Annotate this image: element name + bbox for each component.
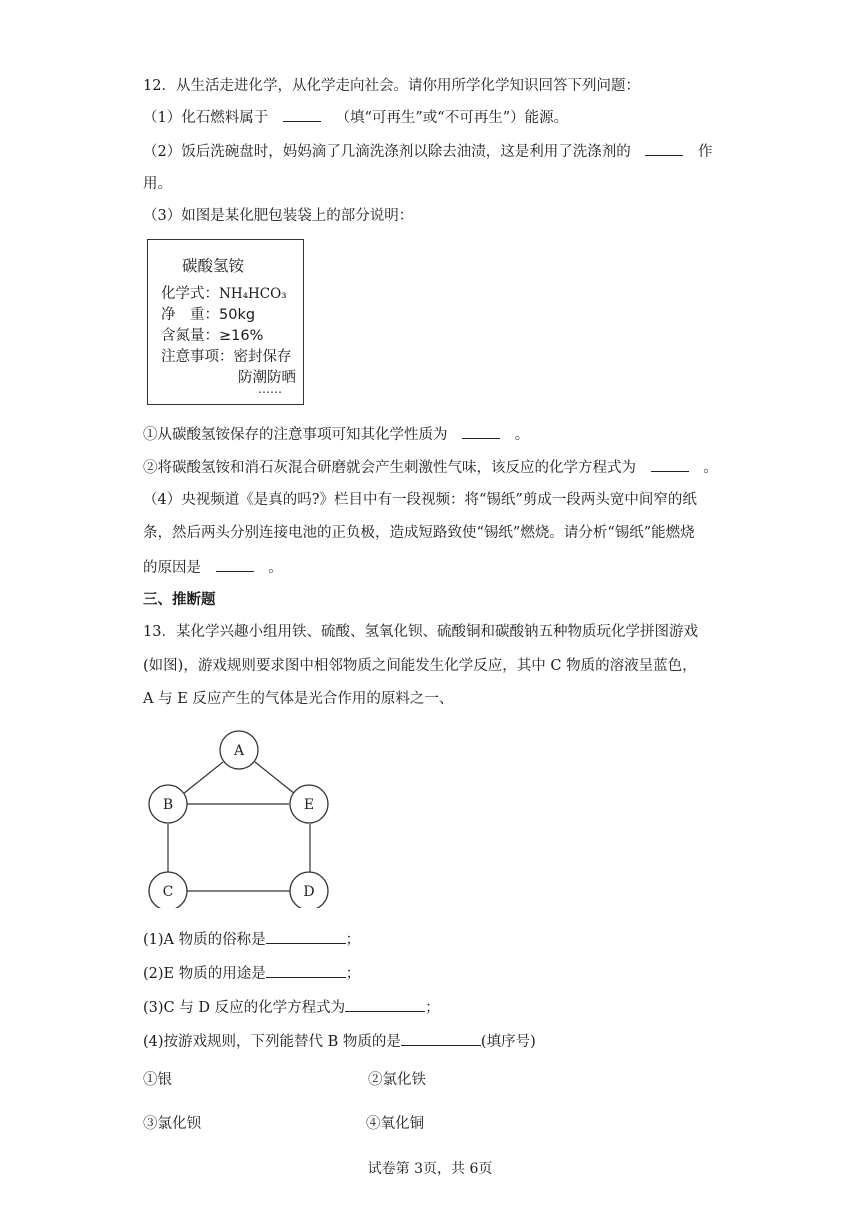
answer-blank[interactable] (401, 1030, 481, 1046)
label-note-1: 密封保存 (233, 349, 292, 365)
q13-sub1-after: ； (345, 932, 361, 948)
label-title: 碳酸氢铵 (182, 257, 245, 275)
option-item: ①银 (143, 1072, 172, 1088)
label-formula-value: NH₄HCO₃ (219, 286, 287, 302)
label-notes-label: 注意事项： (161, 349, 234, 365)
q13-sub4 (143, 1030, 536, 1052)
q12-part1-text: （1）化石燃料属于 (143, 110, 269, 126)
q13-sub1 (143, 928, 360, 950)
q12-part4-line1: （4）央视频道《是真的吗?》栏目中有一段视频：将“锡纸”剪成一段两头宽中间窄的纸 (143, 492, 697, 508)
q12-part2 (143, 140, 712, 162)
q13-stem-line3: A 与 E 反应产生的气体是光合作用的原料之一、 (143, 691, 454, 707)
edge-a-b (183, 762, 223, 794)
answer-blank[interactable] (645, 140, 683, 156)
label-note-2: 防潮防晒 (238, 370, 296, 386)
label-nitrogen-label: 含氮量： (161, 328, 219, 344)
option-item: ④氧化铜 (366, 1116, 424, 1132)
q13-sub3-text: (3)C 与 D 反应的化学方程式为 (143, 1000, 346, 1016)
q13-sub1-text: (1)A 物质的俗称是 (143, 932, 266, 948)
answer-blank[interactable] (283, 106, 321, 122)
node-b-label: B (162, 797, 174, 813)
q12-part3-sub2-text: ②将碳酸氢铵和消石灰混合研磨就会产生刺激性气味，该反应的化学方程式为 (143, 460, 636, 476)
answer-blank[interactable] (216, 556, 254, 572)
option-item: ②氯化铁 (368, 1072, 426, 1088)
label-ellipsis: …… (258, 382, 282, 396)
node-e-label: E (303, 797, 315, 813)
q13-sub3-after: ； (425, 1000, 440, 1016)
node-d-label: D (303, 884, 315, 900)
answer-blank[interactable] (651, 456, 689, 472)
q12-part3: （3）如图是某化肥包装袋上的部分说明： (143, 208, 414, 224)
q12-part4-line3-text: 的原因是 (143, 560, 201, 576)
q12-part4-line3-after: 。 (268, 560, 283, 576)
q12-part2-text: （2）饭后洗碗盘时，妈妈滴了几滴洗涤剂以除去油渍，这是利用了洗涤剂的 (143, 144, 631, 160)
label-formula-label: 化学式： (161, 286, 219, 302)
q13-sub3 (143, 996, 440, 1018)
q13-sub2 (143, 962, 360, 984)
answer-blank[interactable] (345, 996, 425, 1012)
node-a-label: A (233, 743, 245, 759)
option-item: ③氯化钡 (143, 1116, 201, 1132)
q13-stem-line1: 13．某化学兴趣小组用铁、硫酸、氢氧化钡、硫酸铜和碳酸钠五种物质玩化学拼图游戏 (143, 624, 698, 640)
q12-part2-cont: 用。 (143, 176, 172, 192)
q12-part4-line2: 条，然后两头分别连接电池的正负极，造成短路致使“锡纸”燃烧。请分析“锡纸”能燃烧 (143, 525, 695, 541)
q13-sub2-text: (2)E 物质的用途是 (143, 966, 266, 982)
edge-a-e (255, 762, 295, 794)
page-footer: 试卷第 3页，共 6页 (367, 1161, 493, 1177)
q12-part3-sub2-after: 。 (703, 460, 718, 476)
q12-part3-sub1 (143, 423, 529, 445)
fertilizer-label-image (147, 239, 304, 405)
answer-blank[interactable] (462, 423, 500, 439)
label-notes-row (161, 345, 292, 366)
q13-stem-line2: (如图)，游戏规则要求图中相邻物质之间能发生化学反应，其中 C 物质的溶液呈蓝色， (143, 658, 697, 674)
q12-part1-text-after: （填“可再生”或“不可再生”）能源。 (335, 110, 569, 126)
q12-part3-sub1-text: ①从碳酸氢铵保存的注意事项可知其化学性质为 (143, 427, 448, 443)
answer-blank[interactable] (266, 928, 346, 944)
q12-part4-line3 (143, 556, 283, 578)
node-c-label: C (162, 884, 174, 900)
label-formula-row (161, 282, 287, 303)
q12-part3-sub2 (143, 456, 718, 478)
label-nitrogen-row (161, 324, 263, 345)
label-weight-row (161, 303, 255, 324)
q12-part2-text-after: 作 (697, 144, 713, 160)
label-weight-value: 50kg (219, 307, 256, 323)
answer-blank[interactable] (266, 962, 346, 978)
q13-sub4-text: (4)按游戏规则，下列能替代 B 物质的是 (143, 1034, 401, 1050)
q12-part3-sub1-after: 。 (514, 427, 530, 443)
section-heading: 三、推断题 (143, 591, 216, 608)
puzzle-diagram (145, 728, 335, 908)
q12-part1 (143, 106, 568, 128)
label-weight-label: 净 重： (161, 307, 219, 323)
q12-stem: 12．从生活走进化学，从化学走向社会。请你用所学化学知识回答下列问题： (143, 78, 640, 94)
q13-sub4-after: (填序号) (480, 1034, 536, 1050)
label-nitrogen-value: ≥16% (219, 328, 264, 344)
q13-sub2-after: ； (345, 966, 361, 982)
